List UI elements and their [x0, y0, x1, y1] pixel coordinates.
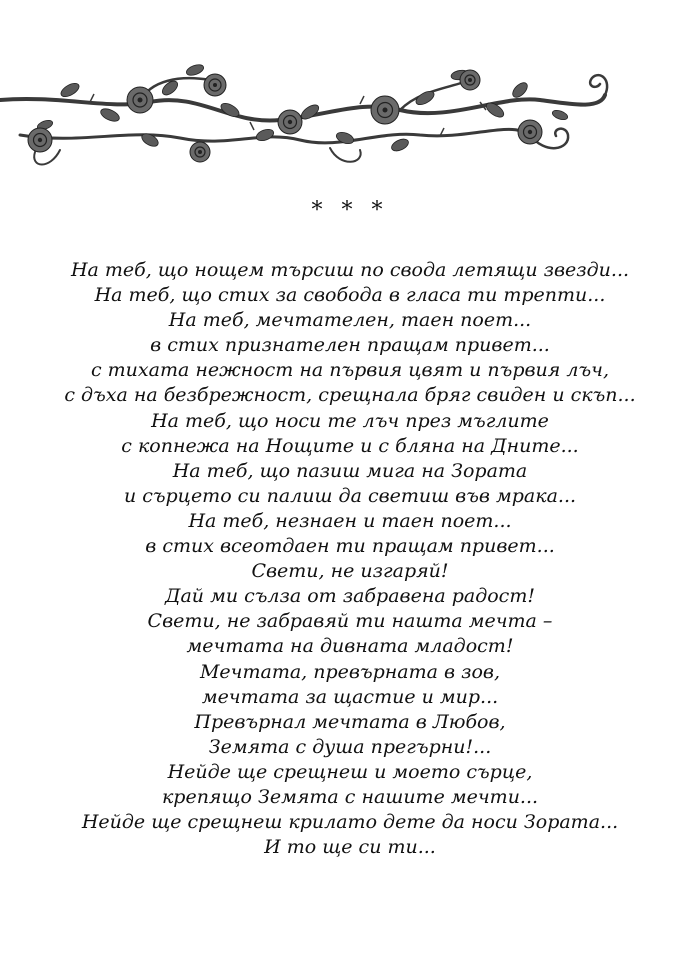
- poem-line: На теб, що носи те лъч през мъглите: [151, 409, 549, 432]
- poem-line: На теб, що стих за свобода в гласа ти трепти...: [94, 284, 606, 307]
- poem-line: На теб, що нощем търсиш по свода летящи звезди...: [70, 259, 630, 281]
- poem-line: крепящо Земята с нашите мечти...: [161, 785, 539, 808]
- poem-line: На теб, незнаен и таен поет...: [188, 509, 512, 532]
- poem-line: На теб, мечтателен, таен поет...: [168, 309, 532, 332]
- section-separator: * * *: [311, 198, 389, 223]
- poem-line: мечтата за щастие и мир...: [201, 685, 499, 708]
- poem-line: Нейде ще срещнеш и моето сърце,: [167, 760, 533, 783]
- poem-line: Дай ми сълза от забравена радост!: [165, 585, 535, 608]
- poem-line: Земята с душа прегърни!...: [208, 735, 492, 758]
- poem-line: с копнежа на Нощите и с бляна на Дните...: [121, 434, 579, 457]
- poem: [0, 258, 700, 860]
- poem-line: Свети, не изгаряй!: [251, 560, 449, 583]
- poem-line: в стих признателен пращам привет...: [150, 334, 550, 357]
- poem-line: Свети, не забравяй ти нашта мечта –: [147, 610, 553, 633]
- poem-line: с дъха на безбрежност, срещнала бряг свиден и скъп...: [64, 384, 636, 407]
- poem-line: Нейде ще срещнеш крилато дете да носи Зората...: [81, 811, 619, 834]
- rose-vine-icon: [0, 40, 700, 190]
- poem-line: Превърнал мечтата в Любов,: [194, 710, 506, 733]
- poem-line: в стих всеотдаен ти пращам привет...: [145, 535, 555, 558]
- poem-line: На теб, що пазиш мига на Зората: [172, 459, 528, 482]
- poem-line: И то ще си ти...: [264, 836, 436, 859]
- poem-line: мечтата на дивната младост!: [186, 635, 514, 658]
- poem-line: с тихата нежност на първия цвят и първия лъч,: [90, 359, 610, 382]
- poem-line: и сърцето си палиш да светиш във мрака...: [123, 484, 577, 507]
- poem-line: Мечтата, превърната в зов,: [199, 660, 501, 683]
